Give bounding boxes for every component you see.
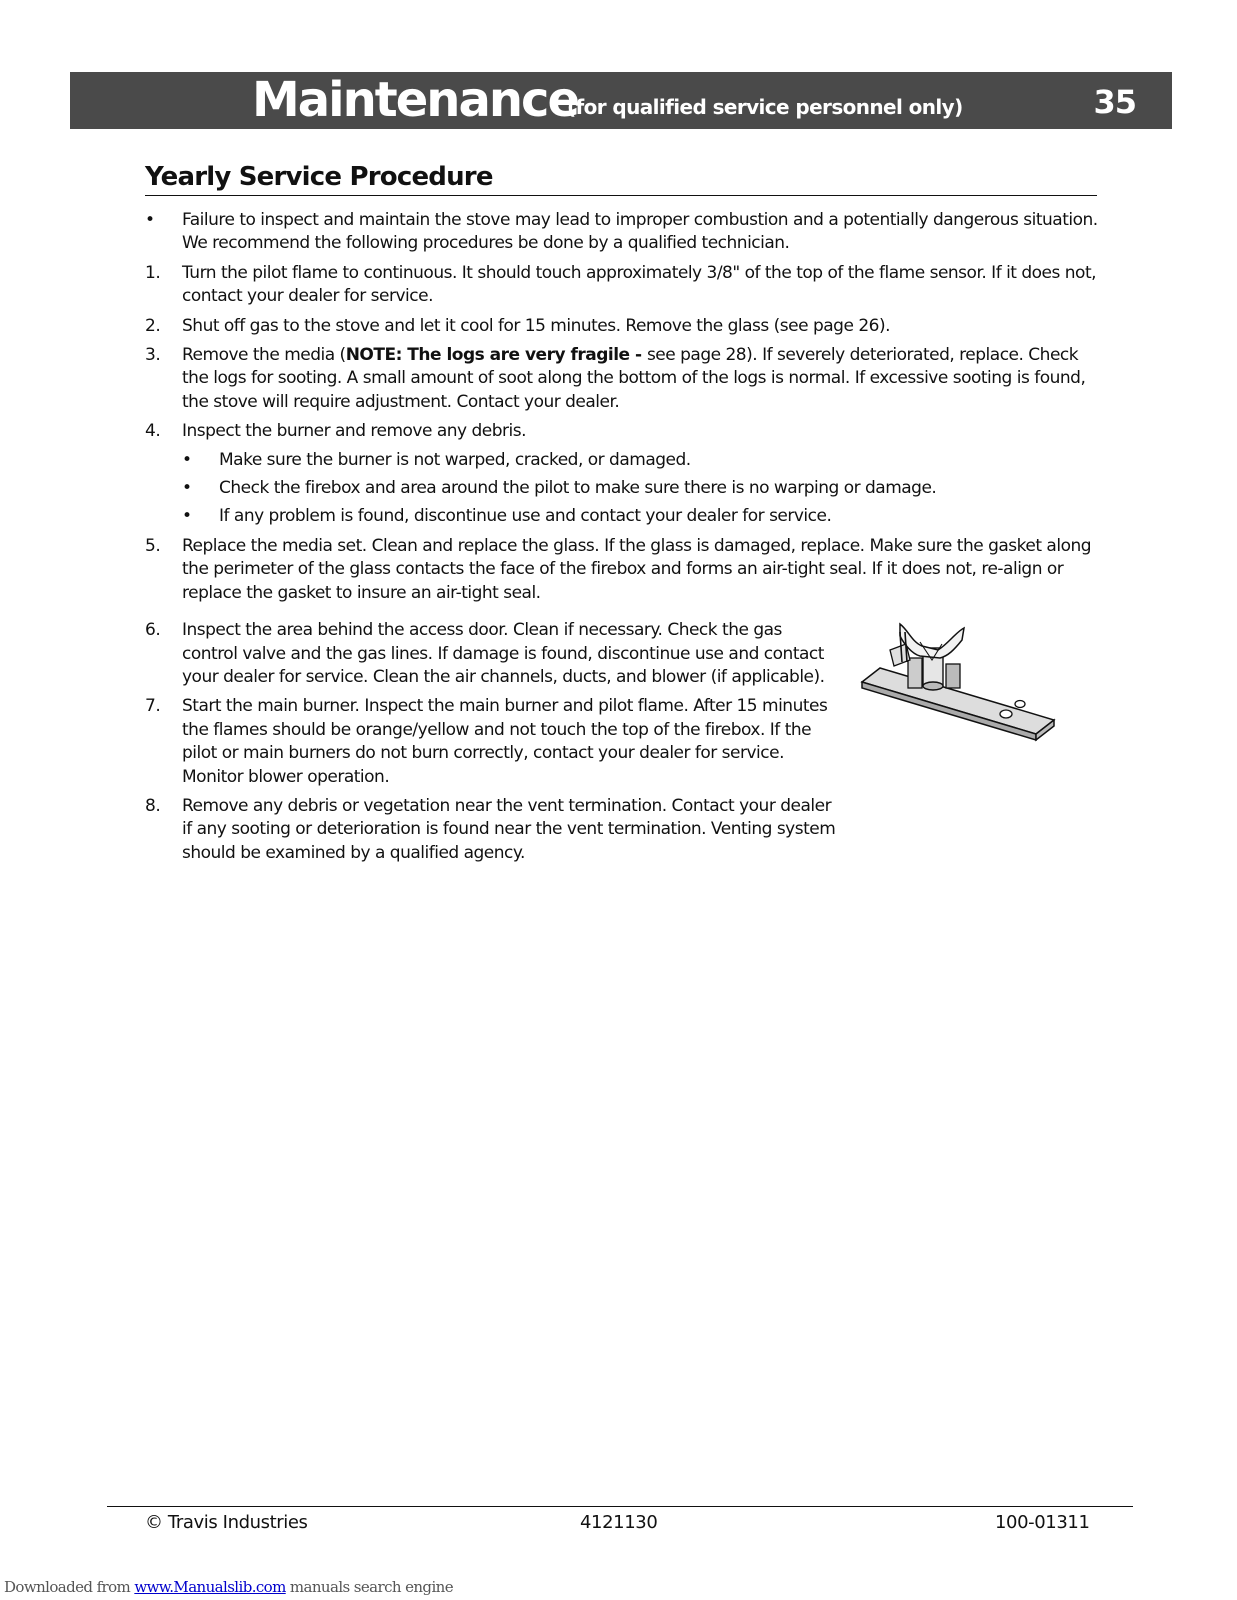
sub-bullet-text: Make sure the burner is not warped, cracked, or damaged. — [219, 449, 691, 470]
header-subtitle: (for qualified service personnel only) — [567, 95, 963, 119]
sub-bullet-item — [182, 449, 1103, 472]
footer-document-number: 4121130 — [580, 1512, 658, 1533]
step-8 — [145, 795, 1103, 865]
step-number: 5. — [145, 535, 161, 556]
section-title: Yearly Service Procedure — [145, 160, 1097, 196]
step-text: Inspect the burner and remove any debris. — [182, 421, 527, 442]
step-3-text-pre: Remove the media ( — [182, 345, 346, 366]
step-4 — [145, 420, 1103, 529]
step-3-text-post: see page 28). If severely deteriorated, replace. Check the logs for sooting. A small amount of soot along the bottom of the logs is normal. If excessive sooting is found, the stove will require adjustment. Contact your dealer. — [182, 345, 1086, 412]
download-suffix: manuals search engine — [285, 1578, 453, 1596]
sub-bullet-text: Check the firebox and area around the pilot to make sure there is no warping or damage. — [219, 478, 937, 499]
pilot-assembly-illustration — [860, 620, 1060, 780]
step-text: Remove any debris or vegetation near the vent termination. Contact your dealer if any sooting or deterioration is found near the vent termination. Venting system should be examined by a qualified agency. — [182, 795, 836, 863]
step-number: 6. — [145, 620, 161, 641]
step-number: 8. — [145, 795, 161, 816]
intro-bullet-item — [145, 209, 1103, 256]
footer-copyright: © Travis Industries — [145, 1512, 308, 1533]
step-number: 3. — [145, 345, 161, 366]
bullet-marker: • — [145, 210, 155, 230]
download-prefix: Downloaded from — [4, 1578, 135, 1596]
footer-part-number: 100-01311 — [995, 1512, 1090, 1533]
bullet-marker: • — [182, 449, 192, 470]
step-text: Turn the pilot flame to continuous. It should touch approximately 3/8" of the top of the flame sensor. If it does not, contact your dealer for service. — [182, 262, 1097, 307]
intro-text: Failure to inspect and maintain the stove may lead to improper combustion and a potentially dangerous situation. We recommend the following procedures be done by a qualified technician. — [182, 210, 1098, 254]
page-number: 35 — [1093, 83, 1136, 121]
step-text: Inspect the area behind the access door. Clean if necessary. Check the gas control valve and the gas lines. If damage is found, discontinue use and contact your dealer for service. Clean the air channels, ducts, and blower (if applicable). — [182, 620, 825, 687]
bullet-marker: • — [182, 478, 192, 499]
sub-bullet-item — [182, 505, 1103, 528]
step-1 — [145, 262, 1103, 309]
step-number: 2. — [145, 315, 161, 336]
step-number: 7. — [145, 696, 161, 717]
step-number: 1. — [145, 262, 161, 283]
step-2 — [145, 315, 1103, 338]
step-text: Replace the media set. Clean and replace the glass. If the glass is damaged, replace. Make sure the gasket along the perimeter of the glass contacts the face of the firebox and forms an air-tight seal. If it does not, re-align or replace the gasket to insure an air-tight seal. — [182, 535, 1092, 603]
step-5 — [145, 535, 1103, 605]
step-text: Start the main burner. Inspect the main burner and pilot flame. After 15 minutes the flames should be orange/yellow and not touch the top of the firebox. If the pilot or main burners do not burn correctly, contact your dealer for service. Monitor blower operation. — [182, 696, 828, 787]
bullet-marker: • — [182, 506, 192, 527]
step-text: Shut off gas to the stove and let it cool for 15 minutes. Remove the glass (see page 26). — [182, 315, 890, 336]
header-title: Maintenance — [252, 72, 579, 128]
sub-bullet-text: If any problem is found, discontinue use and contact your dealer for service. — [219, 506, 832, 527]
step-text — [182, 344, 1103, 414]
fragile-note: NOTE: The logs are very fragile - — [345, 345, 647, 366]
page-header-bar — [70, 72, 1172, 129]
sub-bullet-item — [182, 477, 1103, 500]
footer-divider — [107, 1506, 1133, 1507]
step-number: 4. — [145, 421, 161, 442]
step-3 — [145, 344, 1103, 414]
download-credit — [4, 1578, 453, 1596]
manualslib-link[interactable]: www.Manualslib.com — [134, 1578, 286, 1596]
